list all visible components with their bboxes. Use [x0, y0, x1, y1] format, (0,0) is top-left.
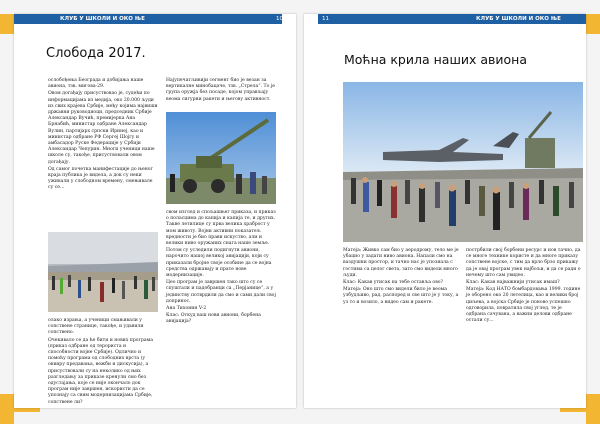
right-header-title: КЛУБ У ШКОЛИ И ОКО ЊЕ [476, 16, 561, 22]
howitzer-photo-image [166, 112, 276, 204]
paragraph: свом изглед и спољашњег приказа, и приказ о поласцима до капија и капија те, и других. Такве летилице су прва велика храброст у мом животу. Војни активни показатељ вредности је био прави искуство, али и велики ниво оружаних снага наше земље. [166, 210, 276, 247]
paragraph: Клас: Какав утисак на тебе оставља ово? [343, 280, 444, 286]
airshow-photo-image [343, 82, 583, 242]
paragraph: олако израња, а ученици смањивали у сопствене странице, такође, и удавили сопствено. [48, 318, 144, 336]
left-page-title: Слобода 2017. [46, 46, 146, 61]
right-col2 [466, 248, 582, 394]
crowd-photo [48, 232, 158, 312]
paragraph: Овом догађају присуствовао је, судећи по информацијама из медија, око 20.000 људи из свих крајева Србије, међу којима највиши државни руководиоци, председник Србије Александар Вучић, премијерка Ана Брнабић, министар одбране Александар Вулин, партијарх српски Иринеј, као и министар одбране РФ Сергеј Шојгу и амбасадор Руске Федерације у Србији Александар Чепурин. Многи ученици наше школе су, такође, присуствовали овом догађају. [48, 91, 158, 165]
author-signature: Ана Тихонин V-2 [166, 306, 207, 312]
right-page-number: 11 [322, 16, 329, 22]
paragraph: пострбили свој борбени ресурс и нов тачно, да се многе технике користе и да многе приказу сопствене војске, с тим да врло брзо прикажу да је овај програм увек најбољи, и да се ради о нечему што сам увидео. [466, 248, 581, 278]
yellow-frame-top-right [586, 14, 600, 34]
left-page-number: 10 [276, 16, 283, 22]
left-col1-bottom [48, 318, 158, 405]
paragraph: Од самог почетка манифестације до њеног краја публика је видела, а док су неки уживали у слободном времену, смењивале су се... [48, 166, 153, 191]
left-col1-top [48, 78, 158, 228]
airshow-photo [343, 82, 583, 242]
right-page-title: Моћна крила наших авиона [344, 52, 528, 67]
left-col2-bottom [166, 210, 276, 392]
howitzer-photo [166, 112, 276, 204]
paragraph: Потом су уследили подигнути авиони, нарочито нашој великој авијацији, који су приказали бројне своје особине да се војна средства одржавају и прате нове модернизације. [166, 248, 272, 279]
paragraph: Очекивало се да ће бити и нових програма (приказ одбране од терориста и способности војне Србије). Одлично и помоћу програма од слободних врста (у оквиру предавања, вежби и дискусија), а присуствовали су на неколико од њих разгледању за приказе кренули смо без одустајања, које се није окончало док програм није завршен, искористи да се упознају са свим модернизацијама Србије, сопствене ли? [48, 337, 153, 405]
paragraph: Клас: Какав најважнији утисак имаш? [466, 280, 560, 286]
paragraph: Најупечатљивији сегмент био је везан за вертикалне минобацаче, тзв. „Стрела“. То је група оружја без посаде, којом управљају веома сигурни ракети и његову активност. [166, 78, 275, 102]
crowd-photo-image [48, 232, 158, 312]
paragraph: Цео програм је завршен тако што су се спуштали и падобранци са „Перјанице“, а у јединству потврдили да смо и сами дали свој допринос. [166, 280, 276, 304]
right-page-header [318, 14, 586, 24]
paragraph: Клас: Откуд ваш нови авиони, борбена авијација? [166, 313, 261, 325]
paragraph: Матеја: Живко сам био у аеродрому, тело ме је убацио у задати ниво авиона. Напали смо на ваздушни простор, и тачно нас је упознала с гостима са целог света, зато смо видели много људи. [343, 248, 459, 278]
paragraph: Матеја: Оно што смо видели било је веома узбудљиво, рад, распоред и све што је у току, а уз то и возило, а видео сам и ракете. [343, 287, 459, 305]
paragraph: ослобођења Београда и добијања наше авиона, тзв. мигова-29. [48, 78, 144, 90]
left-col2-top [166, 78, 276, 112]
left-page-header [14, 14, 282, 24]
paragraph: Матеја: Код НАТО бомбардовања 1999. године је оборено око 20 летелица, као и велики број циљева, а војска Србије је поново успешно одговорила, повратила свој углед, те је одбрана сачувана, а важни делови одбране остали су... [466, 287, 581, 324]
yellow-frame-top-left [0, 14, 14, 34]
right-col1 [343, 248, 459, 394]
left-header-title: КЛУБ У ШКОЛИ И ОКО ЊЕ [60, 16, 145, 22]
